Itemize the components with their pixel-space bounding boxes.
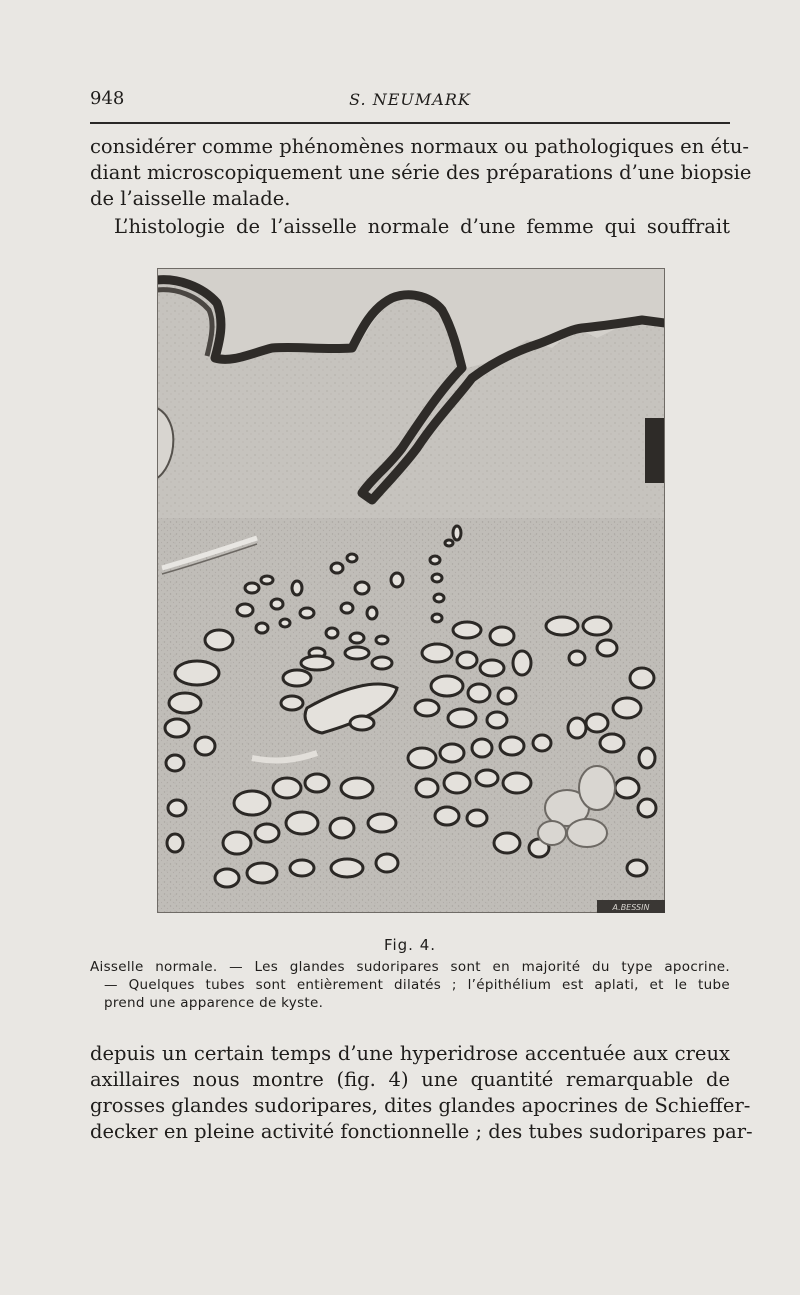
paragraph-2 <box>90 214 730 240</box>
histology-micrograph <box>157 268 665 913</box>
paragraph-1 <box>90 134 752 212</box>
figure-caption <box>90 958 730 1012</box>
header-rule <box>90 122 730 124</box>
running-head: S. NEUMARK <box>349 90 471 109</box>
paragraph-1-line: de l’aisselle malade. <box>90 187 291 210</box>
paragraph-3-line: depuis un certain temps d’une hyperidrose accentuée aux creux <box>90 1042 730 1065</box>
figure-label: Fig. 4. <box>383 936 437 954</box>
page-header <box>90 88 730 114</box>
figure-caption-line: — Quelques tubes sont entièrement dilatés ; l’épithélium est aplati, et le tube <box>104 977 730 993</box>
paragraph-2-line: L’histologie de l’aisselle normale d’une femme qui souffrait <box>114 215 730 238</box>
figure-caption-line: Aisselle normale. — Les glandes sudoripares sont en majorité du type apocrine. <box>90 959 730 975</box>
paragraph-3-line: grosses glandes sudoripares, dites glandes apocrines de Schieffer- <box>90 1094 751 1117</box>
paragraph-1-line: diant microscopiquement une série des préparations d’une biopsie <box>90 161 752 184</box>
figure-caption-line: prend une apparence de kyste. <box>104 995 324 1011</box>
artist-signature: A.BESSIN <box>612 903 650 912</box>
page-number: 948 <box>90 88 125 109</box>
paragraph-3-line: decker en pleine activité fonctionnelle ; des tubes sudoripares par- <box>90 1120 753 1143</box>
paragraph-1-line: considérer comme phénomènes normaux ou pathologiques en étu- <box>90 135 750 158</box>
paragraph-3-line: axillaires nous montre (fig. 4) une quantité remarquable de <box>90 1068 730 1091</box>
paragraph-3 <box>90 1041 753 1145</box>
